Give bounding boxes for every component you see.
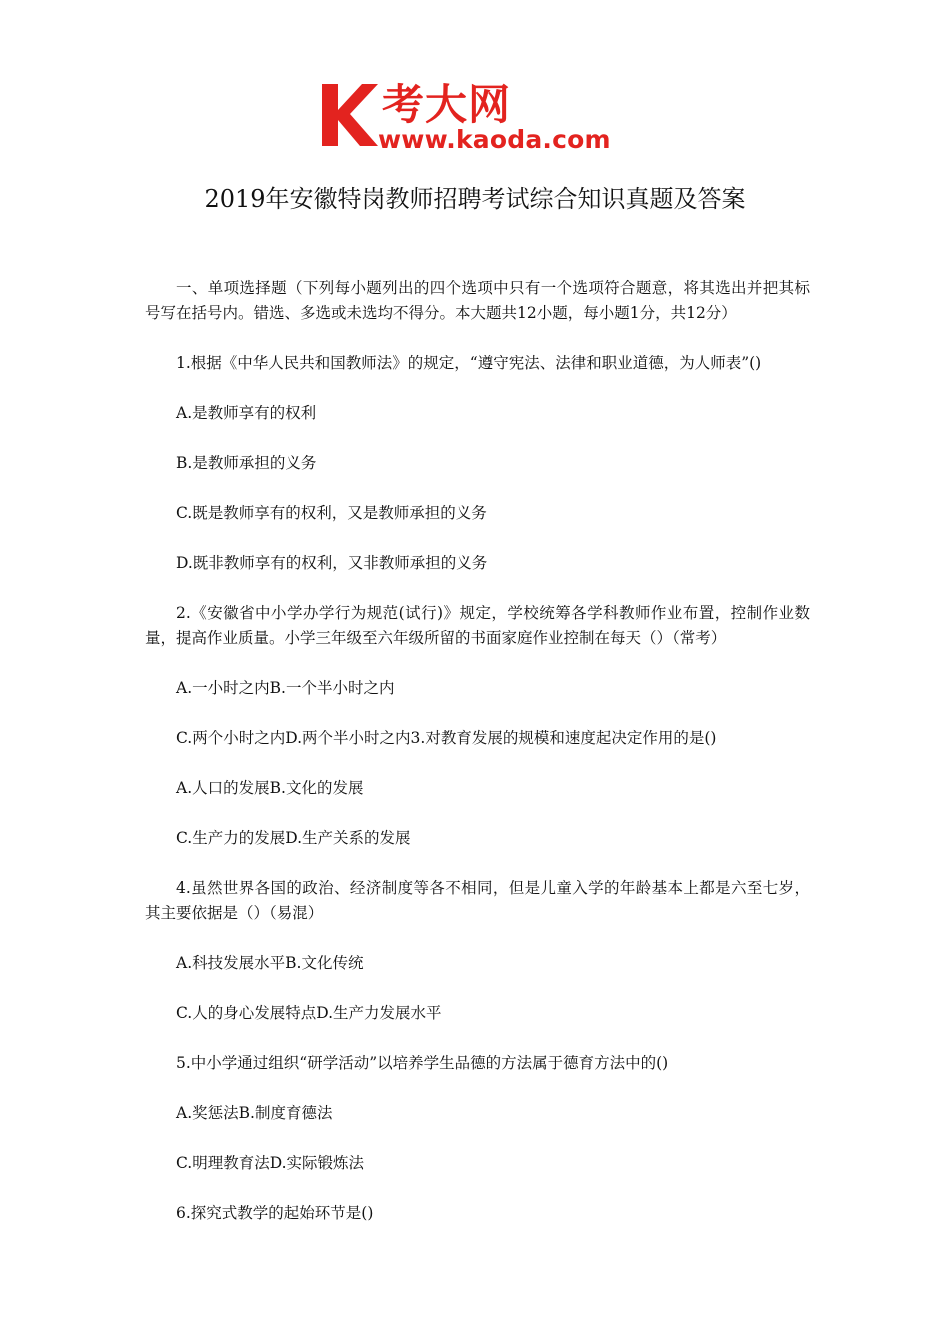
question-5: 5.中小学通过组织“研学活动”以培养学生品德的方法属于德育方法中的() (176, 1054, 669, 1072)
question-4-options-ab: A.科技发展水平B.文化传统 (176, 954, 364, 972)
question-5-options-cd: C.明理教育法D.实际锻炼法 (176, 1154, 365, 1172)
question-1-option-d: D.既非教师享有的权利，又非教师承担的义务 (176, 554, 488, 572)
question-3-options-cd: C.生产力的发展D.生产关系的发展 (176, 829, 411, 847)
kaoda-logo (318, 80, 638, 160)
question-1-option-a: A.是教师享有的权利 (176, 404, 317, 422)
document-body (145, 276, 810, 1251)
document-title: 2019年安徽特岗教师招聘考试综合知识真题及答案 (204, 185, 746, 213)
k-logo-mark (318, 80, 380, 150)
question-1: 1.根据《中华人民共和国教师法》的规定，“遵守宪法、法律和职业道德，为人师表”() (176, 354, 762, 372)
question-2: 2.《安徽省中小学办学行为规范(试行)》规定，学校统筹各学科教师作业布置，控制作业数量，提高作业质量。小学三年级至六年级所留的书面家庭作业控制在每天（）（常考） (145, 604, 810, 647)
question-1-option-c: C.既是教师享有的权利，又是教师承担的义务 (176, 504, 487, 522)
section-heading: 一、单项选择题（下列每小题列出的四个选项中只有一个选项符合题意，将其选出并把其标号写在括号内。错选、多选或未选均不得分。本大题共12小题，每小题1分，共12分） (145, 279, 810, 322)
logo-url-text: www.kaoda.com (378, 125, 611, 154)
question-4-options-cd: C.人的身心发展特点D.生产力发展水平 (176, 1004, 442, 1022)
question-5-options-ab: A.奖惩法B.制度育德法 (176, 1104, 333, 1122)
question-2-options-cd-question-3: C.两个小时之内D.两个半小时之内3.对教育发展的规模和速度起决定作用的是() (176, 729, 717, 747)
question-4: 4.虽然世界各国的政治、经济制度等各不相同，但是儿童入学的年龄基本上都是六至七岁，其主要依据是（）（易混） (145, 879, 810, 922)
logo-brand-text: 考大网 (382, 80, 512, 129)
question-2-options-ab: A.一小时之内B.一个半小时之内 (176, 679, 395, 697)
question-3-options-ab: A.人口的发展B.文化的发展 (176, 779, 364, 797)
question-6: 6.探究式教学的起始环节是() (176, 1204, 374, 1222)
question-1-option-b: B.是教师承担的义务 (176, 454, 317, 472)
